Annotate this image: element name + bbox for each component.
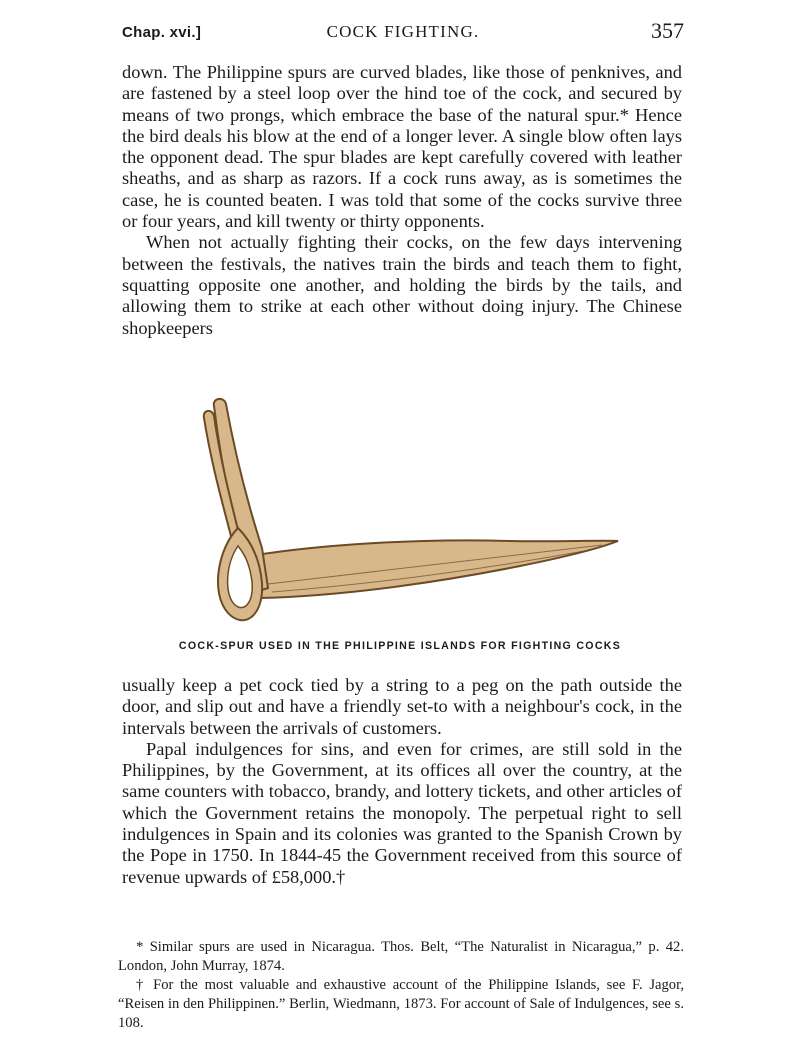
paragraph-indulgences: Papal indulgences for sins, and even for crimes, are still sold in the Philippines, by the Government, at its offices all over the country, at the same counters with tobacco, brandy, and lottery tickets, and other articles of which the Government retains the monopoly. The perpetual right to sell indulgences in Spain and its colonies was granted to the Spanish Crown by the Pope in 1750. In 1844-45 the Government received from this source of revenue upwards of £58,000.† xyxy=(122,738,682,887)
cock-spur-illustration xyxy=(190,388,630,633)
cock-spur-icon xyxy=(204,399,618,620)
footnote-asterisk: * Similar spurs are used in Nicaragua. Thos. Belt, “The Naturalist in Nicaragua,” p. 42. London, John Murray, 1874. xyxy=(118,939,684,974)
page-number: 357 xyxy=(651,18,684,43)
figure-caption: COCK-SPUR USED IN THE PHILIPPINE ISLANDS FOR FIGHTING COCKS xyxy=(178,640,622,652)
text-block-bottom xyxy=(122,675,682,888)
running-header xyxy=(122,18,684,48)
running-title: COCK FIGHTING. xyxy=(326,22,480,41)
paragraph-training: When not actually fighting their cocks, on the few days intervening between the festivals, the natives train the birds and teach them to fight, squatting opposite one another, and holding the birds by the tails, and allowing them to strike at each other without doing injury. The Chinese shopkeepers xyxy=(122,232,682,338)
paragraph-continuation: down. The Philippine spurs are curved blades, like those of penknives, and are fastened by a steel loop over the hind toe of the cock, and secured by means of two prongs, which embrace the base of the natural spur.* Hence the bird deals his blow at the end of a longer lever. A single blow often lays the opponent dead. The spur blades are kept carefully covered with leather sheaths, and as sharp as razors. If a cock runs away, as is sometimes the case, he is counted beaten. I was told that some of the cocks survive three or four years, and kill twenty or thirty opponents. xyxy=(122,62,682,232)
footnotes xyxy=(118,938,684,1033)
chapter-label: Chap. xvi.] xyxy=(122,24,202,41)
paragraph-pet-cock: usually keep a pet cock tied by a string to a peg on the path outside the door, and slip out and have a friendly set-to with a neighbour's cock, in the intervals between the arrivals of customers. xyxy=(122,675,682,738)
text-block-top xyxy=(122,62,682,339)
footnote-dagger: † For the most valuable and exhaustive account of the Philippine Islands, see F. Jagor, “Reisen in den Philippinen.” Berlin, Wiedmann, 1873. For account of Sale of Indulgences, see s. 108. xyxy=(118,977,684,1031)
